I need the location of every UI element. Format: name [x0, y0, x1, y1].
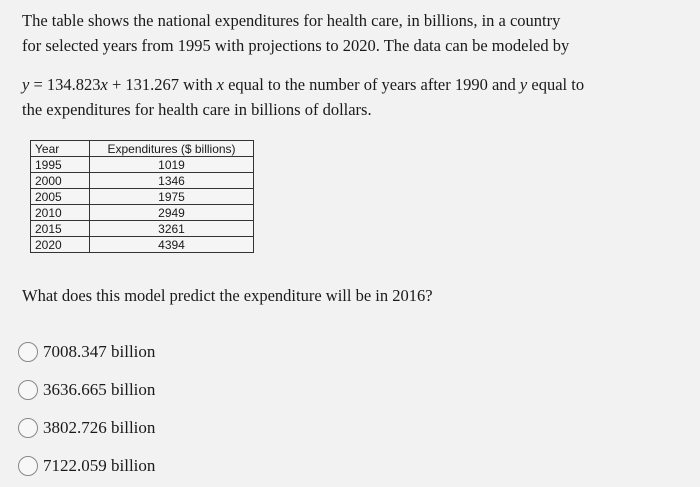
radio-button[interactable] — [18, 342, 38, 362]
year-cell: 2005 — [31, 189, 90, 205]
expenditure-cell: 1346 — [90, 173, 254, 189]
model-end-text: equal to — [527, 75, 585, 94]
header-expenditures: Expenditures ($ billions) — [90, 141, 254, 157]
year-cell: 2010 — [31, 205, 90, 221]
equation-part: = 134.823 — [29, 75, 101, 94]
question-text: What does this model predict the expenditure will be in 2016? — [22, 286, 433, 305]
model-line-2: the expenditures for health care in billions of dollars. — [22, 100, 372, 119]
intro-line-1: The table shows the national expenditures for health care, in billions, in a country — [22, 11, 561, 30]
model-statement — [22, 72, 682, 122]
year-cell: 2020 — [31, 237, 90, 253]
table-row — [31, 189, 254, 205]
radio-button[interactable] — [18, 380, 38, 400]
answer-option-4[interactable] — [18, 447, 155, 485]
problem-intro — [22, 8, 682, 58]
table-row — [31, 221, 254, 237]
header-year: Year — [31, 141, 90, 157]
year-cell: 1995 — [31, 157, 90, 173]
table-row — [31, 173, 254, 189]
var-y: y — [22, 75, 30, 94]
answer-option-1[interactable] — [18, 333, 155, 371]
expenditure-cell: 4394 — [90, 237, 254, 253]
option-label: 7008.347 billion — [43, 342, 156, 361]
equation-rest: + 131.267 with — [107, 75, 217, 94]
table-header-row — [31, 141, 254, 157]
table-row — [31, 237, 254, 253]
year-cell: 2000 — [31, 173, 90, 189]
intro-line-2: for selected years from 1995 with projections to 2020. The data can be modeled by — [22, 36, 570, 55]
expenditure-cell: 3261 — [90, 221, 254, 237]
expenditure-cell: 1975 — [90, 189, 254, 205]
answer-options — [18, 333, 155, 485]
answer-option-2[interactable] — [18, 371, 155, 409]
option-label: 3636.665 billion — [43, 380, 156, 399]
expenditure-table — [30, 140, 254, 253]
radio-button[interactable] — [18, 456, 38, 476]
answer-option-3[interactable] — [18, 409, 155, 447]
var-x-2: x — [216, 75, 224, 94]
option-label: 3802.726 billion — [43, 418, 156, 437]
var-y-2: y — [519, 75, 528, 94]
expenditure-cell: 1019 — [90, 157, 254, 173]
expenditure-cell: 2949 — [90, 205, 254, 221]
table-row — [31, 157, 254, 173]
var-x: x — [100, 75, 108, 94]
model-mid-text: equal to the number of years after 1990 and — [223, 75, 520, 94]
year-cell: 2015 — [31, 221, 90, 237]
option-label: 7122.059 billion — [43, 456, 156, 475]
radio-button[interactable] — [18, 418, 38, 438]
table-row — [31, 205, 254, 221]
